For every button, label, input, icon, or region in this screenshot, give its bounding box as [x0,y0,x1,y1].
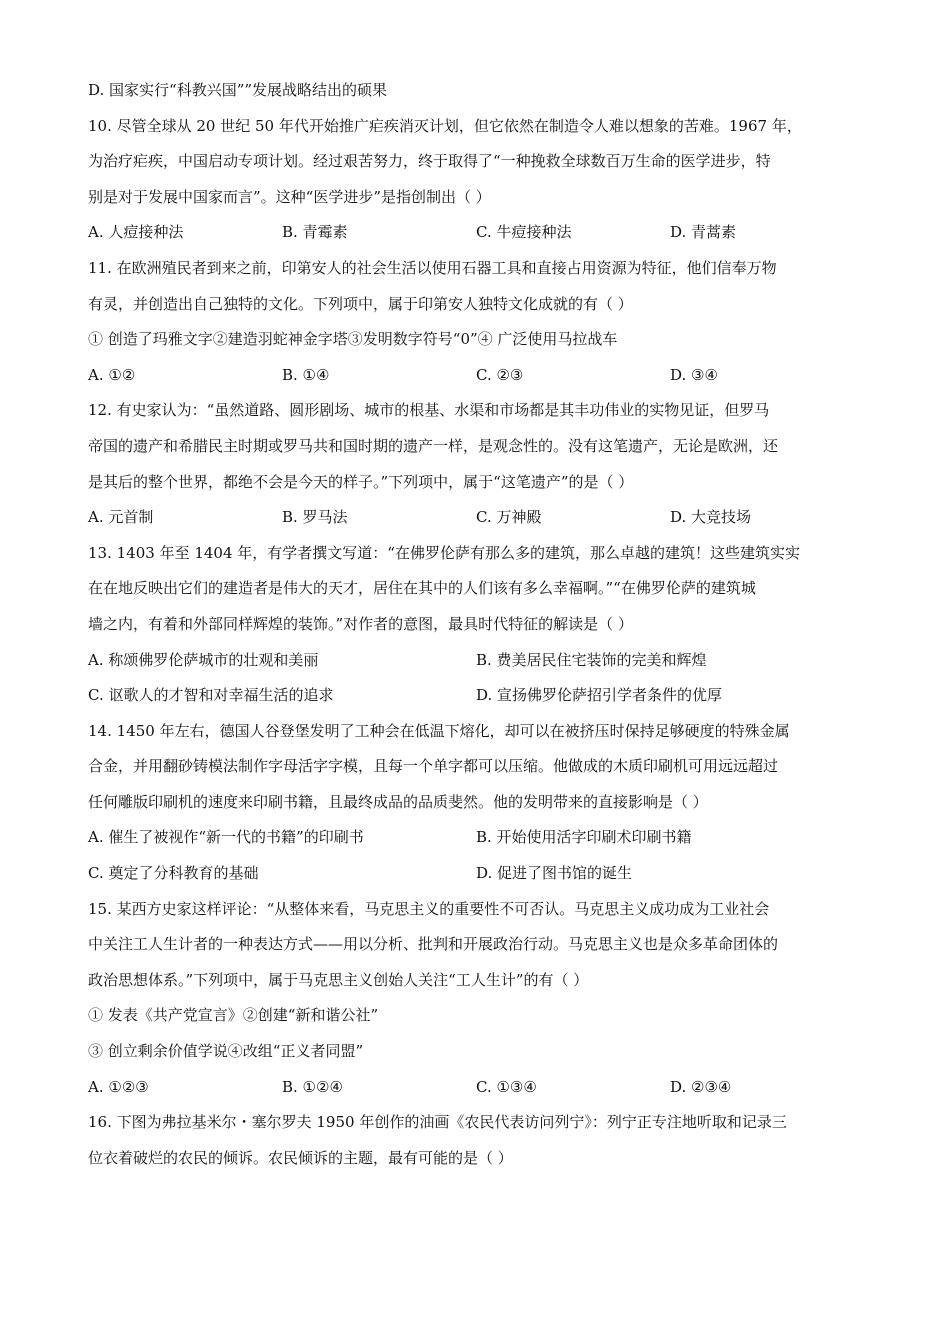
option-a: A. 人痘接种法 [88,223,184,242]
question-text-line: 13. 1403 年至 1404 年，有学者撰文写道：“在佛罗伦萨有那么多的建筑，那么卓越的建筑！这些建筑实实 [88,543,800,562]
option-a: A. 催生了被视作“新一代的书籍”的印刷书 [88,828,364,847]
question-text-line: 11. 在欧洲殖民者到来之前，印第安人的社会生活以使用石器工具和直接占用资源为特征，他们信奉万物 [88,258,777,277]
option-c: C. ①③④ [476,1077,537,1096]
question-text-line: 中关注工人生计者的一种表达方式——用以分析、批判和开展政治行动。马克思主义也是众多革命团体的 [88,935,779,954]
options-row [88,1075,868,1099]
option-b: B. ①④ [282,365,330,384]
question-13 [88,541,868,707]
option-c: C. 牛痘接种法 [476,223,572,242]
options-row [88,505,868,529]
question-text-line: 别是对于发展中国家而言”。这种“医学进步”是指创制出（ ） [88,187,491,206]
option-b: B. 青霉素 [282,223,348,242]
question-text-line: 10. 尽管全球从 20 世纪 50 年代开始推广疟疾消灭计划，但它依然在制造令人难以想象的苦难。1967 年， [88,116,802,135]
option-d: D. ③④ [670,365,718,384]
question-text-line: 有灵，并创造出自己独特的文化。下列项中，属于印第安人独特文化成就的有（ ） [88,294,633,313]
option-d: D. 宣扬佛罗伦萨招引学者条件的优厚 [476,686,723,705]
options-row [88,648,868,672]
option-d: D. 大竞技场 [670,508,752,527]
option-a: A. 元首制 [88,508,154,527]
question-10 [88,114,868,245]
question-text-line: 15. 某西方史家这样评论：“从整体来看，马克思主义的重要性不可否认。马克思主义成功成为工业社会 [88,899,770,918]
option-d: D. ②③④ [670,1077,732,1096]
question-11 [88,256,868,387]
question-text-line: ① 发表《共产党宣言》②创建“新和谐公社” [88,1006,379,1025]
options-row [88,825,868,849]
question-text-line: 墙之内，有着和外部同样辉煌的装饰。”对作者的意图，最具时代特征的解读是（ ） [88,614,633,633]
question-16 [88,1110,868,1170]
question-text-line: 16. 下图为弗拉基米尔・塞尔罗夫 1950 年创作的油画《农民代表访问列宁》：列宁正专注地听取和记录三 [88,1113,787,1132]
question-text-line: ① 创造了玛雅文字②建造羽蛇神金字塔③发明数字符号“0”④ 广泛使用马拉战车 [88,330,618,349]
option-b: B. 开始使用活字印刷术印刷书籍 [476,828,692,847]
option-c: C. 讴歌人的才智和对幸福生活的追求 [88,686,334,705]
question-text-line: 合金，并用翻砂铸模法制作字母活字字模，且每一个单字都可以压缩。他做成的木质印刷机可用远远超过 [88,757,779,776]
question-text-line: 政治思想体系。”下列项中，属于马克思主义创始人关注“工人生计”的有（ ） [88,970,589,989]
question-text-line: 为治疗疟疾，中国启动专项计划。经过艰苦努力，终于取得了“一种挽救全球数百万生命的医学进步，特 [88,152,771,171]
question-text-line: ③ 创立剩余价值学说④改组“正义者同盟” [88,1042,364,1061]
question-text-line: 14. 1450 年左右，德国人谷登堡发明了工种会在低温下熔化，却可以在被挤压时保持足够硬度的特殊金属 [88,721,790,740]
options-row [88,683,868,707]
option-c: C. 奠定了分科教育的基础 [88,864,259,883]
question-14 [88,719,868,885]
options-row [88,363,868,387]
option-a: A. ①② [88,365,136,384]
option-b: B. 罗马法 [282,508,348,527]
question-text-line: 是其后的整个世界，都绝不会是今天的样子。”下列项中，属于“这笔遗产”的是（ ） [88,472,634,491]
option-a: A. ①②③ [88,1077,149,1096]
question-text-line: 帝国的遗产和希腊民主时期或罗马共和国时期的遗产一样，是观念性的。没有这笔遗产，无论是欧洲，还 [88,436,779,455]
options-row [88,220,868,244]
option-d: D. 青蒿素 [670,223,737,242]
option-b: B. ①②④ [282,1077,343,1096]
question-text-line: 位衣着破烂的农民的倾诉。农民倾诉的主题，最有可能的是（ ） [88,1148,513,1167]
question-15 [88,897,868,1099]
option-c: C. 万神殿 [476,508,542,527]
q9-option-d: D. 国家实行“科教兴国””发展战略结出的硕果 [88,81,388,99]
option-d: D. 促进了图书馆的诞生 [476,864,633,883]
question-text-line: 在在地反映出它们的建造者是伟大的天才，居住在其中的人们该有多么幸福啊。”“在佛罗伦萨的建筑城 [88,579,756,598]
options-row [88,861,868,885]
option-c: C. ②③ [476,365,524,384]
question-text-line: 12. 有史家认为：“虽然道路、圆形剧场、城市的根基、水渠和市场都是其丰功伟业的实物见证，但罗马 [88,401,770,420]
option-a: A. 称颂佛罗伦萨城市的壮观和美丽 [88,650,319,669]
question-text-line: 任何雕版印刷机的速度来印刷书籍，且最终成品的品质斐然。他的发明带来的直接影响是（ ） [88,792,708,811]
exam-page [88,78,868,1181]
option-b: B. 费美居民住宅装饰的完美和辉煌 [476,650,707,669]
question-12 [88,398,868,529]
